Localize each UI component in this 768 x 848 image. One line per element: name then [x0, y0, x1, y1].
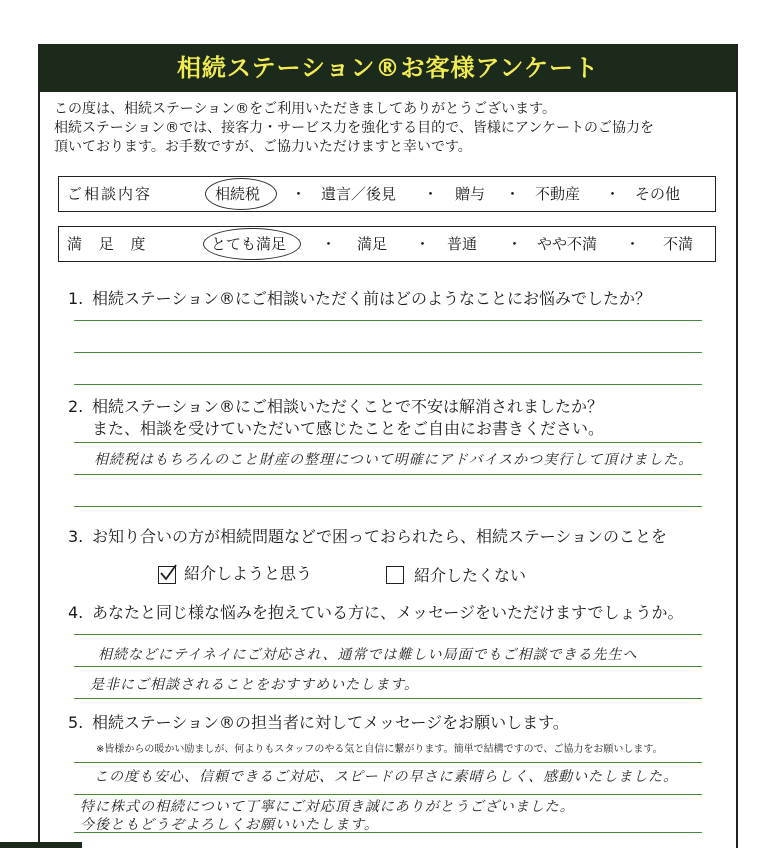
- answer-line: [74, 832, 702, 833]
- answer-line: [74, 762, 702, 763]
- question-4: [68, 602, 684, 624]
- answer-line: [74, 474, 702, 475]
- separator-dot: ・: [291, 185, 307, 203]
- answer-line: [74, 506, 702, 507]
- satisfaction-box: [58, 226, 716, 262]
- handwritten-answer: 相続などにテイネイにご対応され、通常では難しい局面でもご相談できる先生へ: [98, 647, 638, 663]
- question-number: 3.: [68, 527, 84, 546]
- consult-type-label: ご相談内容: [67, 185, 153, 203]
- note-text: ※皆様からの暖かい励ましが、何よりもスタッフのやる気と自信に繋がります。簡単で結構ですので、ご協力をお願いします。: [96, 744, 663, 755]
- satisfaction-option-satisfied[interactable]: 満足: [357, 235, 388, 253]
- separator-dot: ・: [507, 235, 523, 253]
- separator-dot: ・: [415, 235, 431, 253]
- intro-text: [54, 100, 724, 157]
- question-2: [68, 396, 604, 440]
- handwritten-answer: 今後ともどうぞよろしくお願いいたします。: [80, 817, 379, 833]
- consult-option-other[interactable]: その他: [635, 185, 681, 203]
- recommend-yes-checkbox[interactable]: [158, 566, 176, 584]
- recommend-no-label: 紹介したくない: [414, 566, 527, 585]
- survey-title: 相続ステーション®お客様アンケート: [40, 44, 736, 92]
- answer-line: [74, 794, 702, 795]
- handwritten-answer: 相続税はもちろんのこと財産の整理について明確にアドバイスかつ実行して頂けました。: [94, 452, 694, 468]
- separator-dot: ・: [321, 235, 337, 253]
- question-5: [68, 712, 569, 734]
- answer-line: [74, 384, 702, 385]
- question-1: [68, 288, 651, 310]
- question-number: 1.: [68, 289, 84, 308]
- question-text-2: また、相談を受けていただいて感じたことをご自由にお書きください。: [92, 419, 605, 438]
- separator-dot: ・: [423, 185, 439, 203]
- consult-option-gift[interactable]: 贈与: [455, 185, 486, 203]
- question-number: 4.: [68, 603, 84, 622]
- answer-line: [74, 698, 702, 699]
- question-number: 5.: [68, 713, 84, 732]
- question-3: [68, 526, 667, 548]
- satisfaction-label: 満 足 度: [67, 235, 152, 253]
- question-text: あなたと同じ様な悩みを抱えている方に、メッセージをいただけますでしょうか。: [92, 603, 684, 622]
- satisfaction-option-normal[interactable]: 普通: [447, 235, 478, 253]
- consult-type-box: [58, 176, 716, 212]
- answer-line: [74, 320, 702, 321]
- footer-bar: [0, 842, 82, 848]
- intro-line-1: この度は、相続ステーション®をご利用いただきましてありがとうございます。: [54, 101, 557, 117]
- handwritten-answer: 是非にご相談されることをおすすめいたします。: [90, 677, 420, 693]
- survey-sheet: [38, 44, 738, 848]
- question-text: 相続ステーション®の担当者に対してメッセージをお願いします。: [92, 713, 569, 732]
- separator-dot: ・: [505, 185, 521, 203]
- question-text: 相続ステーション®にご相談いただく前はどのようなことにお悩みでしたか？: [92, 289, 652, 308]
- recommend-no-checkbox[interactable]: [386, 566, 404, 584]
- checkmark-icon: [159, 564, 177, 582]
- intro-line-2: 相続ステーション®では、接客力・サービス力を強化する目的で、皆様にアンケートのご協力を: [54, 120, 655, 136]
- consult-option-real-estate[interactable]: 不動産: [535, 185, 581, 203]
- satisfaction-option-very-satisfied[interactable]: とても満足: [211, 235, 287, 253]
- recommend-yes-label: 紹介しようと思う: [184, 564, 313, 583]
- separator-dot: ・: [605, 185, 621, 203]
- answer-line: [74, 352, 702, 353]
- handwritten-answer: この度も安心、信頼できるご対応、スピードの早さに素晴らしく、感動いたしました。: [94, 769, 679, 785]
- satisfaction-option-somewhat-dissatisfied[interactable]: やや不満: [537, 235, 598, 253]
- question-text: 相続ステーション®にご相談いただくことで不安は解消されましたか？: [92, 397, 604, 416]
- satisfaction-option-dissatisfied[interactable]: 不満: [663, 235, 694, 253]
- separator-dot: ・: [625, 235, 641, 253]
- intro-line-3: 頂いております。お手数ですが、ご協力いただけますと幸いです。: [54, 139, 472, 155]
- handwritten-answer: 特に株式の相続について丁寧にご対応頂き誠にありがとうございました。: [80, 799, 575, 815]
- question-number: 2.: [68, 397, 84, 416]
- consult-option-inheritance-tax[interactable]: 相続税: [215, 185, 261, 203]
- consult-option-will[interactable]: 遺言／後見: [321, 185, 397, 203]
- answer-line: [74, 442, 702, 443]
- question-text: お知り合いの方が相続問題などで困っておられたら、相続ステーションのことを: [92, 527, 668, 546]
- answer-line: [74, 666, 702, 667]
- answer-line: [74, 634, 702, 635]
